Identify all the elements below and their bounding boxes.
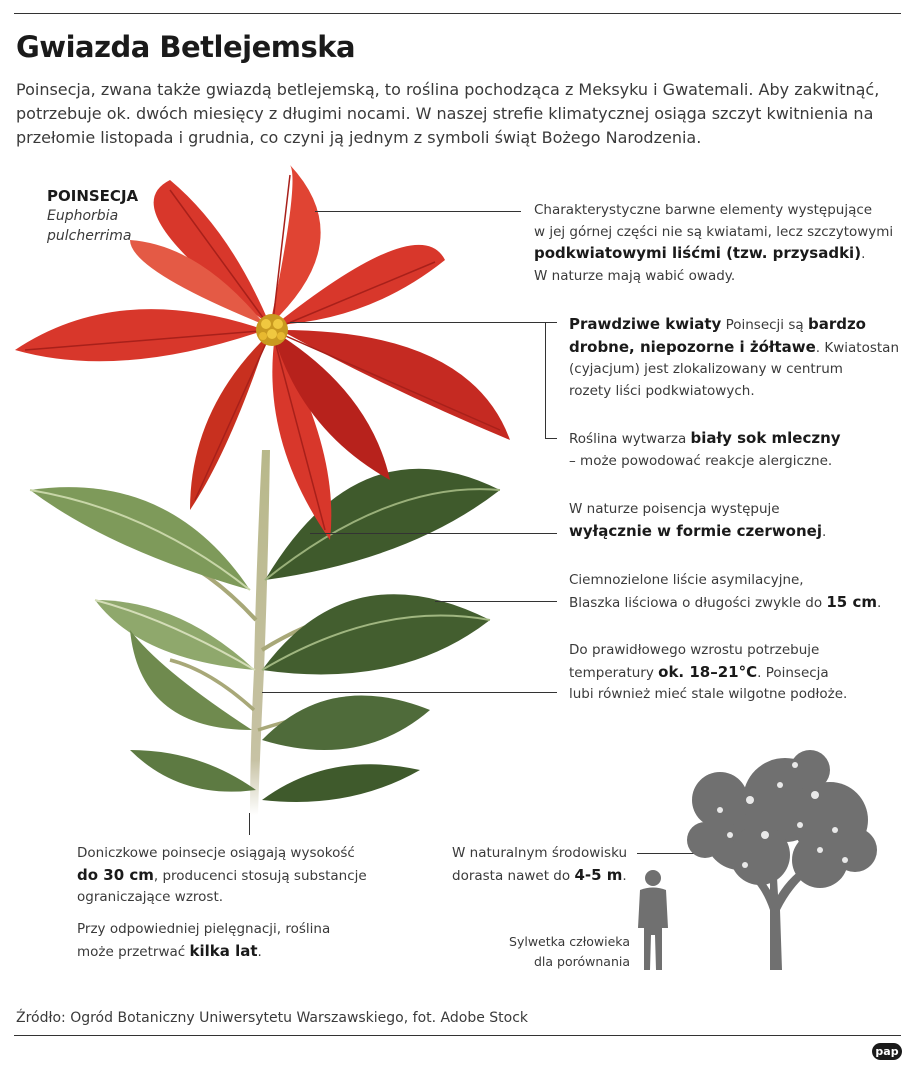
leader-flowers	[290, 322, 545, 323]
annotation-leaves: Ciemnozielone liście asymilacyjne, Blaszka liściowa o długości zwykle do 15 cm.	[569, 572, 882, 611]
bottom-rule	[14, 1035, 901, 1036]
annotation-lifespan: Przy odpowiedniej pielęgnacji, roślina może przetrwać kilka lat.	[77, 921, 331, 960]
annotation-natural-height: W naturalnym środowisku dorasta nawet do 4-5 m.	[452, 845, 628, 884]
leader-temperature	[262, 692, 557, 693]
leader-leaves	[435, 601, 557, 602]
cyathium-flowers	[256, 314, 288, 346]
leader-pot-height	[249, 813, 250, 835]
source-credit: Źródło: Ogród Botaniczny Uniwersytetu Warszawskiego, fot. Adobe Stock	[16, 1010, 529, 1026]
leader-red	[310, 533, 557, 534]
leader-bracket-vertical	[545, 322, 546, 438]
annotation-pot-height: Doniczkowe poinsecje osiągają wysokość do 30 cm, producenci stosują substancje ograniczające wzrost.	[77, 845, 367, 905]
leader-flowers-tick	[545, 322, 557, 323]
plant-latin-name-genus: Euphorbia	[47, 208, 119, 224]
plant-latin-name-species: pulcherrima	[47, 228, 132, 244]
stem	[250, 450, 270, 815]
annotation-sap: Roślina wytwarza biały sok mleczny – może powodować reakcje alergiczne.	[569, 429, 841, 469]
intro-paragraph: Poinsecja, zwana także gwiazdą betlejemską, to roślina pochodząca z Meksyku i Gwatemali. Aby zakwitnąć, potrzebuje ok. dwóch miesięcy z długimi nocami. W naszej strefie klimatycznej osiąga szczyt kwitnienia na przełomie listopada i grudnia, co czyni ją jednym z symboli świąt Bożego Narodzenia.	[16, 80, 880, 147]
annotation-flowers: Prawdziwe kwiaty Poinsecji są bardzo drobne, niepozorne i żółtawe. Kwiatostan (cyjacjum) jest zlokalizowany w centrum rozety liści podkwiatowych.	[569, 315, 900, 399]
plant-common-name: POINSECJA	[47, 187, 139, 205]
tree-and-human-silhouette	[620, 740, 890, 980]
plant-name-block	[47, 186, 138, 246]
leader-sap-tick	[545, 438, 557, 439]
page-title: Gwiazda Betlejemska	[16, 30, 356, 64]
pap-logo: pap	[872, 1043, 902, 1060]
annotation-temperature: Do prawidłowego wzrostu potrzebuje temperatury ok. 18–21°C. Poinsecja lubi również mieć stale wilgotne podłoże.	[569, 642, 848, 702]
poinsettia-illustration	[0, 150, 540, 830]
human-silhouette-caption: Sylwetka człowieka dla porównania	[509, 934, 630, 969]
human-silhouette-icon	[638, 870, 668, 970]
annotation-bracts: Charakterystyczne barwne elementy występujące w jej górnej części nie są kwiatami, lecz szczytowymi podkwiatowymi liśćmi (tzw. przysadki). W naturze mają wabić owady.	[534, 202, 894, 284]
leader-bracts	[315, 211, 521, 212]
annotation-red-form: W naturze poisencja występuje wyłącznie w formie czerwonej.	[569, 501, 827, 540]
top-rule	[14, 13, 901, 14]
